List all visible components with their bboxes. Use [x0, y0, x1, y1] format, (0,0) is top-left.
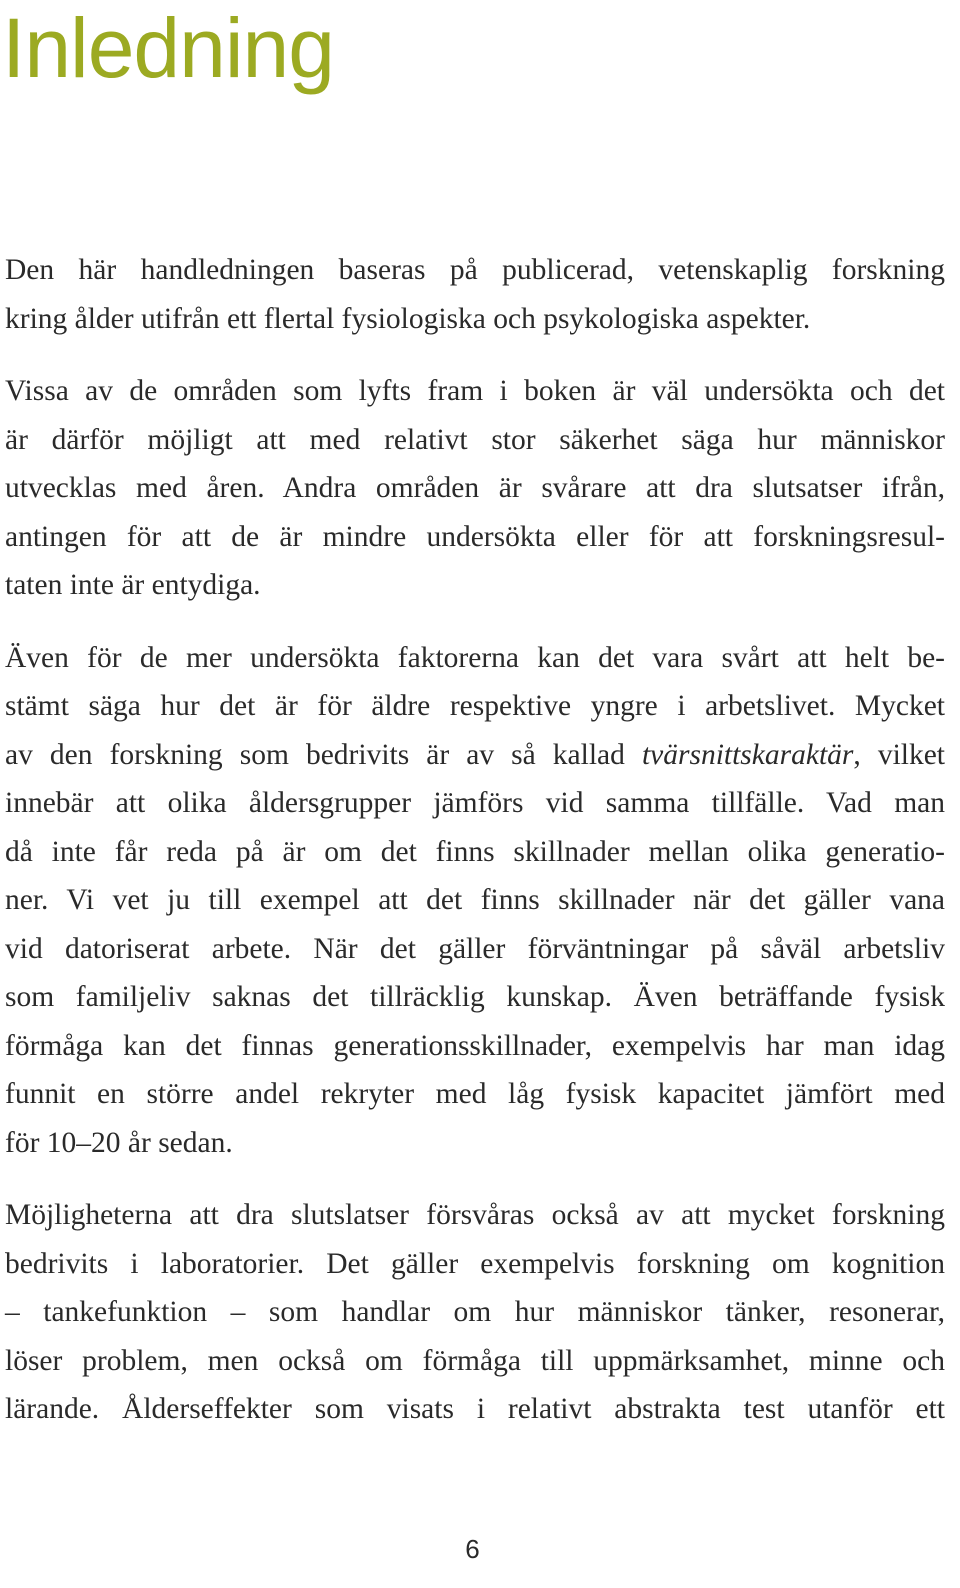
text-segment: , vilket	[853, 738, 945, 771]
text-segment: av den forskning som bedrivits är av så kallad	[5, 738, 642, 771]
text-line: stämt säga hur det är för äldre respektive yngre i arbetslivet. Mycket	[5, 690, 945, 722]
italic-term: tvärsnittskaraktär	[641, 738, 854, 771]
text-line: för 10–20 år sedan.	[5, 1126, 233, 1159]
text-line: då inte får reda på är om det finns skillnader mellan olika generatio-	[5, 835, 945, 868]
text-line: löser problem, men också om förmåga till uppmärksamhet, minne och	[5, 1344, 945, 1377]
paragraph-1	[5, 246, 945, 343]
text-line: Den här handledningen baseras på publicerad, vetenskaplig forskning	[5, 254, 945, 286]
text-line: lärande. Ålderseffekter som visats i relativt abstrakta test utanför ett	[5, 1393, 945, 1425]
paragraph-3	[5, 634, 945, 1168]
paragraph-4	[5, 1191, 945, 1434]
text-line: Vissa av de områden som lyfts fram i boken är väl undersökta och det	[5, 375, 945, 407]
text-line: taten inte är entydiga.	[5, 569, 261, 601]
page-number: 6	[465, 1534, 480, 1564]
paragraph-2	[5, 367, 945, 610]
text-line: Även för de mer undersökta faktorerna kan det vara svårt att helt be-	[5, 641, 945, 674]
text-line: som familjeliv saknas det tillräcklig kunskap. Även beträffande fysisk	[5, 981, 945, 1013]
text-line: kring ålder utifrån ett flertal fysiologiska och psykologiska aspekter.	[5, 302, 811, 335]
page-heading: Inledning	[2, 1, 334, 95]
text-line: utvecklas med åren. Andra områden är svårare att dra slutsatser ifrån,	[5, 472, 945, 504]
text-line: funnit en större andel rekryter med låg fysisk kapacitet jämfört med	[5, 1078, 945, 1110]
text-line: är därför möjligt att med relativt stor säkerhet säga hur människor	[5, 423, 945, 456]
text-line-with-italic	[5, 731, 945, 780]
text-line: – tankefunktion – som handlar om hur människor tänker, resonerar,	[5, 1296, 945, 1328]
text-line: vid datoriserat arbete. När det gäller förväntningar på såväl arbetsliv	[5, 932, 945, 965]
text-line: ner. Vi vet ju till exempel att det finns skillnader när det gäller vana	[5, 884, 945, 916]
text-line: Möjligheterna att dra slutslatser försvåras också av att mycket forskning	[5, 1199, 945, 1231]
text-line: förmåga kan det finnas generationsskillnader, exempelvis har man idag	[5, 1029, 945, 1062]
body-text	[5, 246, 945, 1458]
text-line: bedrivits i laboratorier. Det gäller exempelvis forskning om kognition	[5, 1247, 945, 1280]
text-line: innebär att olika åldersgrupper jämförs vid samma tillfälle. Vad man	[5, 787, 945, 819]
text-line: antingen för att de är mindre undersökta eller för att forskningsresul-	[5, 520, 945, 553]
